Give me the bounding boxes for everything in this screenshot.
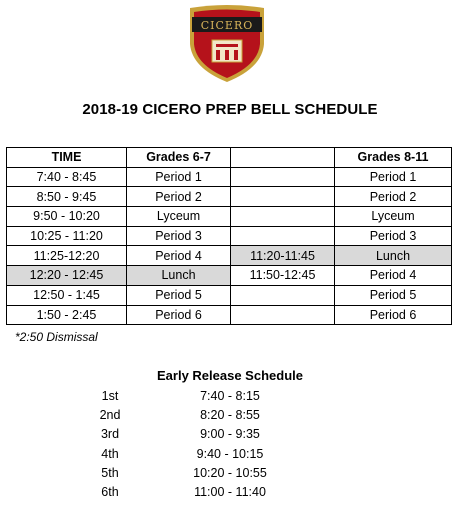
early-release-title: Early Release Schedule: [157, 368, 303, 383]
lunch-time-cell: 11:20-11:45: [231, 246, 335, 266]
grades-8-11-lunch-cell: Lunch: [335, 246, 452, 266]
list-item: [70, 483, 330, 502]
logo-text: CICERO: [200, 19, 254, 32]
table-row: [7, 226, 452, 246]
period-label: 6th: [101, 484, 119, 499]
period-label: 4th: [101, 446, 119, 461]
list-item: [70, 425, 330, 444]
time-cell: 8:50 - 9:45: [7, 187, 127, 207]
table-row: [7, 167, 452, 187]
dismissal-note: *2:50 Dismissal: [15, 330, 98, 344]
period-time: 9:00 - 9:35: [200, 427, 260, 442]
grades-6-7-cell: Lyceum: [127, 207, 231, 227]
table-row: [7, 285, 452, 305]
time-cell: 12:50 - 1:45: [7, 285, 127, 305]
period-time: 8:20 - 8:55: [200, 408, 260, 423]
extra-time-cell: [231, 305, 335, 325]
period-time: 7:40 - 8:15: [200, 389, 260, 403]
grades-8-11-cell: Period 6: [335, 305, 452, 325]
grades-8-11-cell: Lyceum: [335, 207, 452, 227]
period-time: 11:00 - 11:40: [194, 484, 266, 499]
time-cell: 10:25 - 11:20: [7, 226, 127, 246]
time-cell: 11:25-12:20: [7, 246, 127, 266]
extra-time-cell: [231, 167, 335, 187]
period-time: 9:40 - 10:15: [196, 446, 264, 461]
list-item: [70, 387, 330, 406]
list-item: [70, 406, 330, 425]
grades-8-11-cell: Period 3: [335, 226, 452, 246]
time-cell: 9:50 - 10:20: [7, 207, 127, 227]
grades-6-7-cell: Period 5: [127, 285, 231, 305]
table-row: [7, 305, 452, 325]
grades-6-7-cell: Period 4: [127, 246, 231, 266]
table-row: [7, 246, 452, 266]
grades-6-7-cell: Period 3: [127, 226, 231, 246]
extra-time-cell: [231, 226, 335, 246]
header-grades-6-7: Grades 6-7: [127, 148, 231, 168]
table-row: [7, 266, 452, 286]
table-row: [7, 207, 452, 227]
grades-6-7-cell: Period 6: [127, 305, 231, 325]
list-item: [70, 464, 330, 483]
cicero-shield-logo: [184, 4, 270, 84]
lunch-time-cell: 12:20 - 12:45: [7, 266, 127, 286]
period-time: 10:20 - 10:55: [193, 465, 267, 480]
table-row: [7, 187, 452, 207]
bell-schedule-table: [6, 147, 452, 325]
grades-6-7-cell: Period 2: [127, 187, 231, 207]
grades-6-7-lunch-cell: Lunch: [127, 266, 231, 286]
table-header-row: [7, 148, 452, 168]
grades-8-11-cell: Period 4: [335, 266, 452, 286]
header-lunch-time: [231, 148, 335, 168]
extra-time-cell: [231, 187, 335, 207]
header-grades-8-11: Grades 8-11: [335, 148, 452, 168]
time-cell: 1:50 - 2:45: [7, 305, 127, 325]
page-title: 2018-19 CICERO PREP BELL SCHEDULE: [82, 101, 378, 118]
period-label: 3rd: [100, 427, 120, 442]
grades-8-11-cell: Period 5: [335, 285, 452, 305]
grades-8-11-cell: Period 1: [335, 167, 452, 187]
header-time: TIME: [7, 148, 127, 168]
extra-time-cell: [231, 207, 335, 227]
period-label: 1st: [101, 389, 119, 403]
period-label: 5th: [101, 465, 119, 480]
grades-6-7-cell: Period 1: [127, 167, 231, 187]
extra-time-cell: 11:50-12:45: [231, 266, 335, 286]
early-release-list: [70, 387, 330, 502]
time-cell: 7:40 - 8:45: [7, 167, 127, 187]
extra-time-cell: [231, 285, 335, 305]
grades-8-11-cell: Period 2: [335, 187, 452, 207]
list-item: [70, 445, 330, 464]
period-label: 2nd: [99, 408, 121, 423]
